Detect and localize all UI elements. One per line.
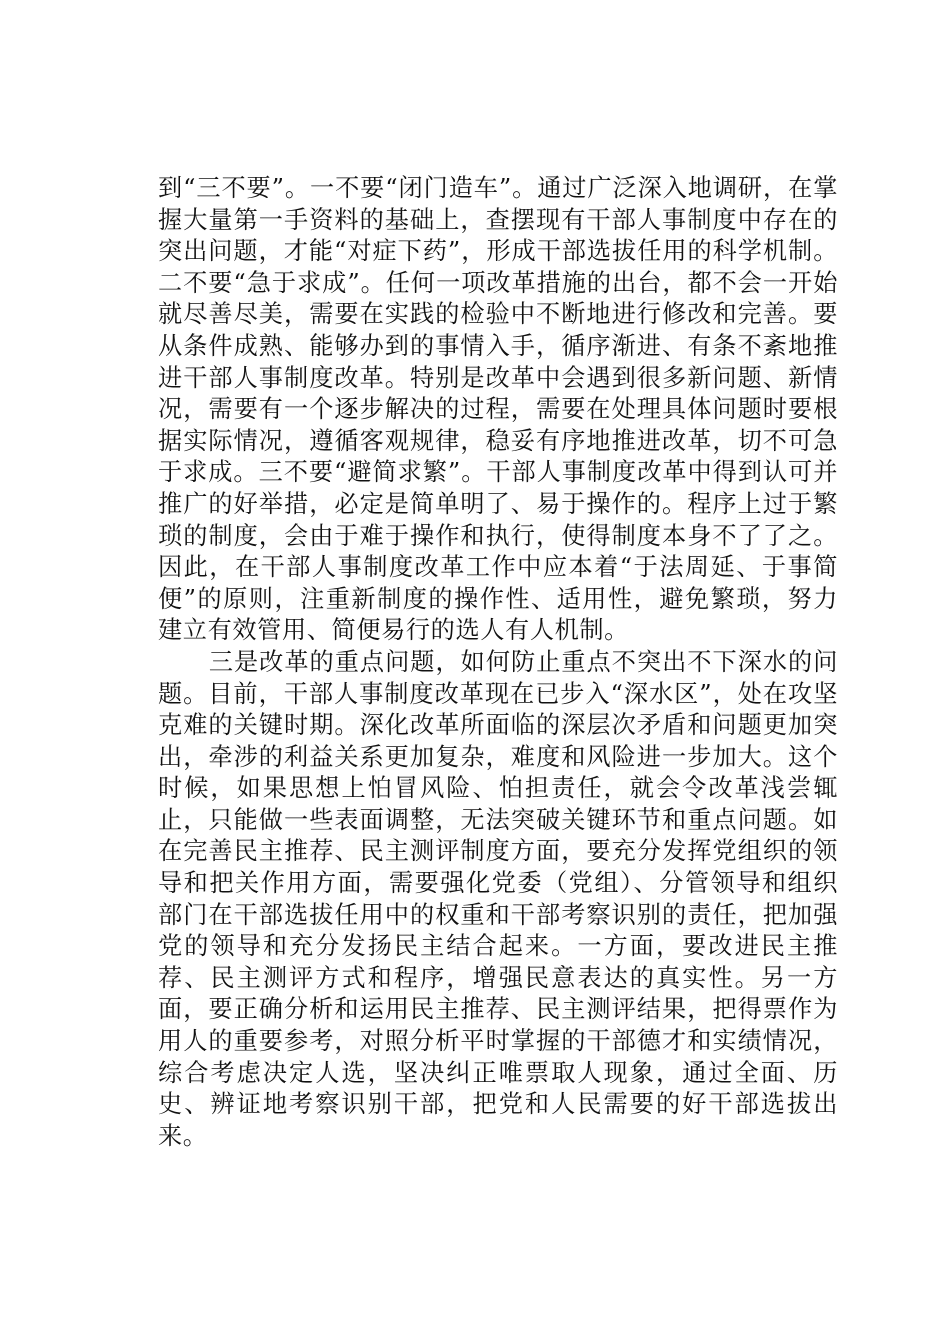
paragraph-continued: 到“三不要”。一不要“闭门造车”。通过广泛深入地调研，在掌握大量第一手资料的基础上，查摆现有干部人事制度中存在的突出问题，才能“对症下药”，形成干部选拔任用的科学机制。二不要“急于求成”。任何一项改革措施的出台，都不会一开始就尽善尽美，需要在实践的检验中不断地进行修改和完善。要从条件成熟、能够办到的事情入手，循序渐进、有条不紊地推进干部人事制度改革。特别是改革中会遇到很多新问题、新情况，需要有一个逐步解决的过程，需要在处理具体问题时要根据实际情况，遵循客观规律，稳妥有序地推进改革，切不可急于求成。三不要“避简求繁”。干部人事制度改革中得到认可并推广的好举措，必定是简单明了、易于操作的。程序上过于繁琐的制度，会由于难于操作和执行，使得制度本身不了了之。因此，在干部人事制度改革工作中应本着“于法周延、于事简便”的原则，注重新制度的操作性、适用性，避免繁琐，努力建立有效管用、简便易行的选人有人机制。 <box>158 174 838 645</box>
paragraph-reform-key-issues: 三是改革的重点问题，如何防止重点不突出不下深水的问题。目前，干部人事制度改革现在已步入“深水区”，处在攻坚克难的关键时期。深化改革所面临的深层次矛盾和问题更加突出，牵涉的利益关系更加复杂，难度和风险进一步加大。这个时候，如果思想上怕冒风险、怕担责任，就会令改革浅尝辄止，只能做一些表面调整，无法突破关键环节和重点问题。如在完善民主推荐、民主测评制度方面，要充分发挥党组织的领导和把关作用方面，需要强化党委（党组）、分管领导和组织部门在干部选拔任用中的权重和干部考察识别的责任，把加强党的领导和充分发扬民主结合起来。一方面，要改进民主推荐、民主测评方式和程序，增强民意表达的真实性。另一方面，要正确分析和运用民主推荐、民主测评结果，把得票作为用人的重要参考，对照分析平时掌握的干部德才和实绩情况，综合考虑决定人选，坚决纠正唯票取人现象，通过全面、历史、辨证地考察识别干部，把党和人民需要的好干部选拔出来。 <box>158 647 838 1150</box>
document-body <box>158 173 838 1152</box>
